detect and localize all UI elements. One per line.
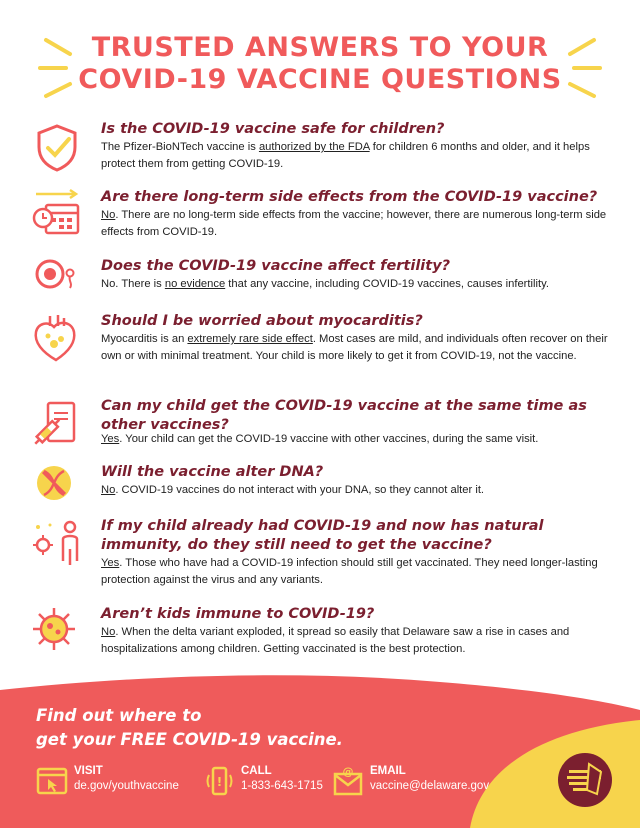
visit-link[interactable]: de.gov/youthvaccine [74,780,179,792]
faq-question: Aren’t kids immune to COVID-19? [101,606,375,622]
faq-answer-link[interactable]: No [101,484,116,496]
faq-answer: The Pfizer-BioNTech vaccine is authorized by the FDA for children 6 months and older, and it helps protect them from getting COVID-19. [101,141,590,170]
faq-answer-link[interactable]: Yes [101,557,120,569]
no-dna-icon [30,463,84,517]
fertility-icon [30,257,84,311]
email-label: EMAIL [370,765,406,777]
faq-answer-link[interactable]: No [101,626,116,638]
faq-answer-link[interactable]: extremely rare side effect [187,333,313,345]
shield-check-icon [30,120,84,174]
page-header [0,28,640,108]
svg-text:!: ! [216,775,223,789]
heart-icon [30,312,84,366]
faq-question: Can my child get the COVID-19 vaccine at the same time as other vaccines? [101,398,587,433]
faq-answer-link[interactable]: authorized by the FDA [258,141,370,153]
footer-banner [0,670,640,828]
calendar-clock-icon [30,188,84,242]
syringe-record-icon [30,397,84,451]
email-address[interactable]: vaccine@delaware.gov [370,780,490,792]
faq-question: Does the COVID-19 vaccine affect fertility? [101,258,451,274]
faq-answer-link[interactable]: no evidence [164,278,226,290]
faq-answer: Myocarditis is an extremely rare side effect. Most cases are mild, and individuals often recover on their own or with minimal treatment. Your child is more likely to get it from COVID-19, not the vaccine. [101,333,608,362]
svg-text:@: @ [342,765,354,778]
page-title-line-2: COVID-19 VACCINE QUESTIONS [78,64,562,95]
faq-answer: No. COVID-19 vaccines do not interact with your DNA, so they cannot alter it. [101,484,485,496]
contact-call[interactable] [203,765,333,799]
footer-background [0,670,640,828]
faq-answer: Yes. Your child can get the COVID-19 vaccine with other vaccines, during the same visit. [101,433,539,445]
faq-answer: No. When the delta variant exploded, it spread so easily that Delaware saw a rise in cases and hospitalizations among children. Getting vaccinated is the best protection. [101,626,570,655]
cta-line-1: Find out where to [36,706,202,725]
browser-cursor-icon [36,765,68,797]
faq-question: Should I be worried about myocarditis? [101,313,423,329]
phone-icon [203,765,235,797]
delaware-seal-logo [555,750,615,810]
faq-answer: No. There is no evidence that any vaccine, including COVID-19 vaccines, causes infertility. [101,278,549,290]
page-title-line-1: TRUSTED ANSWERS TO YOUR [91,32,549,63]
faq-question: If my child already had COVID-19 and now has natural immunity, do they still need to get the vaccine? [101,518,544,553]
virus-person-icon [30,517,84,571]
contact-email[interactable] [332,765,502,799]
virus-icon [30,605,84,659]
faq-answer-link[interactable]: No [101,209,116,221]
faq-answer: Yes. Those who have had a COVID-19 infection should still get vaccinated. They need longer-lasting protection against the virus and any variants. [101,557,598,586]
call-label: CALL [241,765,272,777]
contact-visit[interactable] [36,765,206,799]
visit-label: VISIT [74,765,103,777]
faq-answer: No. There are no long-term side effects from the vaccine; however, there are numerous long-term side effects from COVID-19. [101,209,607,238]
faq-question: Are there long-term side effects from the COVID-19 vaccine? [101,189,598,205]
faq-question: Is the COVID-19 vaccine safe for children? [101,121,445,137]
cta-line-2: get your FREE COVID-19 vaccine. [36,730,343,749]
faq-answer-link[interactable]: Yes [101,433,120,445]
email-icon [332,765,364,797]
faq-question: Will the vaccine alter DNA? [101,464,324,480]
call-number[interactable]: 1-833-643-1715 [241,780,323,792]
